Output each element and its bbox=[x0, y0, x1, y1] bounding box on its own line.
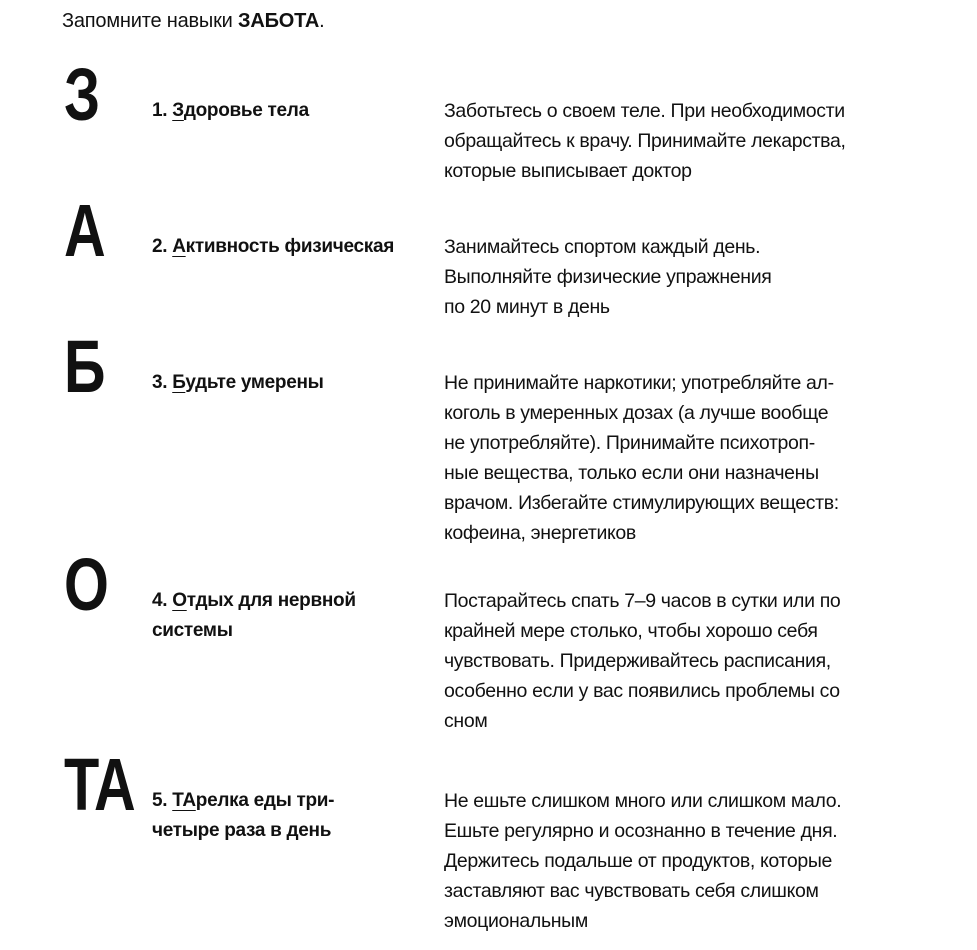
description-line: коголь в умеренных дозах (а лучше вообще bbox=[444, 402, 829, 424]
skill-description bbox=[444, 232, 924, 322]
description-line: особенно если у вас появились проблемы со bbox=[444, 680, 840, 702]
skill-letter: О bbox=[64, 543, 108, 626]
skill-name-rest: удьте умерены bbox=[185, 372, 324, 393]
skill-number: 1. bbox=[152, 100, 173, 121]
description-line: Заботьтесь о своем теле. При необходимости bbox=[444, 100, 845, 122]
skill-name-rest: тдых для нервной bbox=[186, 590, 356, 611]
title-intro: Запомните навыки bbox=[62, 10, 238, 32]
skill-letter: А bbox=[64, 189, 105, 272]
skill-name-rest: ктивность физическая bbox=[185, 236, 395, 257]
skill-name-rest: доровье тела bbox=[183, 100, 309, 121]
page-title bbox=[62, 10, 324, 33]
skill-key-letter: ТА bbox=[172, 790, 196, 811]
skill-letter: З bbox=[64, 53, 99, 136]
skill-key-letter: О bbox=[172, 590, 187, 611]
skill-description bbox=[444, 368, 924, 548]
title-period: . bbox=[319, 10, 325, 32]
description-line: ные вещества, только если они назначены bbox=[444, 462, 819, 484]
description-line: чувствовать. Придерживайтесь расписания, bbox=[444, 650, 831, 672]
description-line: обращайтесь к врачу. Принимайте лекарства, bbox=[444, 130, 846, 152]
skill-description bbox=[444, 586, 924, 736]
skill-name bbox=[152, 786, 434, 846]
description-line: не употребляйте). Принимайте психотроп- bbox=[444, 432, 815, 454]
skill-number: 3. bbox=[152, 372, 173, 393]
skill-name-line2: системы bbox=[152, 620, 233, 641]
skill-key-letter: А bbox=[172, 236, 186, 257]
description-line: эмоциональным bbox=[444, 910, 588, 932]
skill-number: 2. bbox=[152, 236, 173, 257]
title-acronym: ЗАБОТА bbox=[238, 10, 320, 32]
description-line: заставляют вас чувствовать себя слишком bbox=[444, 880, 819, 902]
skill-name bbox=[152, 586, 434, 646]
description-line: врачом. Избегайте стимулирующих веществ: bbox=[444, 492, 839, 514]
description-line: Выполняйте физические упражнения bbox=[444, 266, 772, 288]
skill-name-rest: релка еды три- bbox=[195, 790, 335, 811]
description-line: Постарайтесь спать 7–9 часов в сутки или по bbox=[444, 590, 841, 612]
description-line: Держитесь подальше от продуктов, которые bbox=[444, 850, 833, 872]
skill-number: 5. bbox=[152, 790, 173, 811]
skill-key-letter: Б bbox=[172, 372, 186, 393]
description-line: кофеина, энергетиков bbox=[444, 522, 636, 544]
skill-description bbox=[444, 96, 924, 186]
description-line: сном bbox=[444, 710, 488, 732]
skill-name bbox=[152, 96, 434, 126]
skill-key-letter: З bbox=[172, 100, 184, 121]
skill-name bbox=[152, 232, 434, 262]
skill-name-line2: четыре раза в день bbox=[152, 820, 332, 841]
description-line: крайней мере столько, чтобы хорошо себя bbox=[444, 620, 818, 642]
description-line: Занимайтесь спортом каждый день. bbox=[444, 236, 761, 258]
description-line: Ешьте регулярно и осознанно в течение дня. bbox=[444, 820, 838, 842]
skill-name bbox=[152, 368, 434, 398]
description-line: по 20 минут в день bbox=[444, 296, 610, 318]
description-line: которые выписывает доктор bbox=[444, 160, 692, 182]
skill-letter: Б bbox=[64, 325, 104, 408]
description-line: Не принимайте наркотики; употребляйте ал- bbox=[444, 372, 834, 394]
skill-letter: ТА bbox=[64, 743, 135, 826]
skill-description bbox=[444, 786, 924, 936]
description-line: Не ешьте слишком много или слишком мало. bbox=[444, 790, 842, 812]
skill-number: 4. bbox=[152, 590, 173, 611]
